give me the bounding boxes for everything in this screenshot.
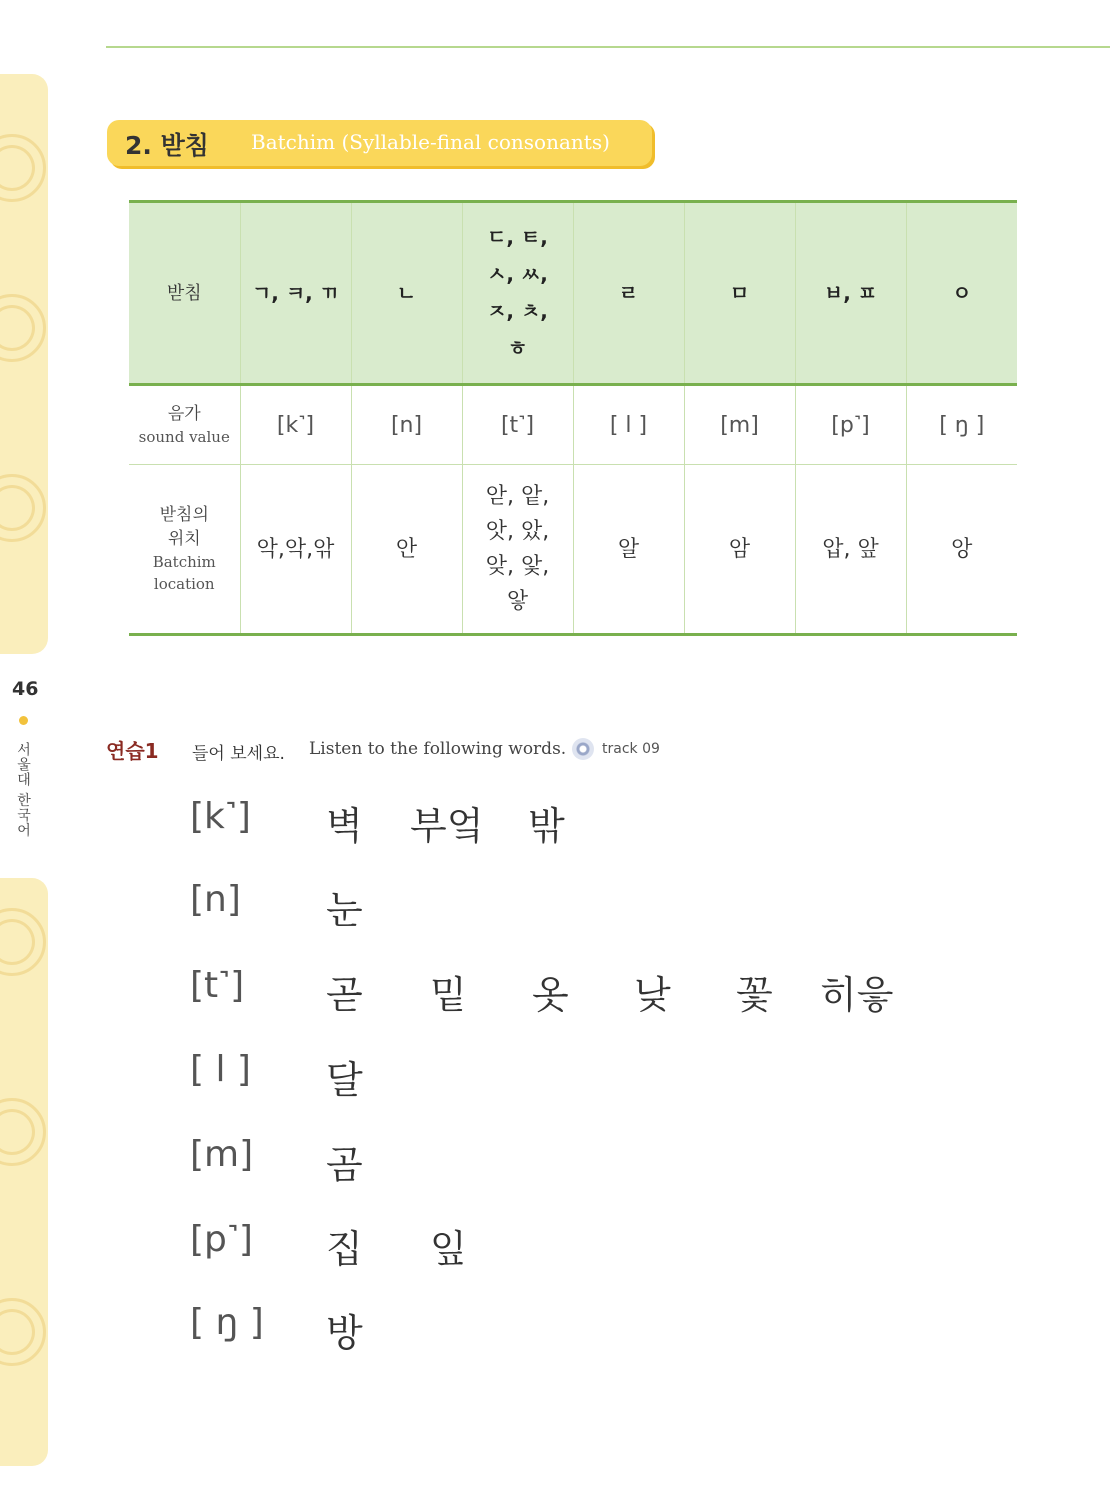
location-cell: 악,악,앆: [240, 465, 351, 635]
audio-track-label[interactable]: track 09: [602, 741, 660, 757]
header-cell: ㄹ: [573, 202, 684, 385]
practice-word: 밖: [528, 804, 565, 848]
decorative-side-band-lower: [0, 878, 48, 1466]
practice-word: 낮: [634, 973, 671, 1017]
location-cell: 압, 앞: [795, 465, 906, 635]
sound-value-cell: [ ŋ ]: [906, 385, 1017, 465]
section-heading: [107, 120, 652, 166]
header-cell: ㅇ: [906, 202, 1017, 385]
sound-value-row: [129, 385, 1017, 465]
practice-ipa: [ l ]: [190, 1049, 251, 1090]
batchim-table: [129, 200, 1017, 636]
practice-word: 벽: [326, 804, 363, 848]
cloud-swirl-icon: [0, 1298, 46, 1366]
exercise-instruction-ko: 들어 보세요.: [192, 744, 285, 764]
cloud-swirl-icon: [0, 1098, 46, 1166]
header-cell: ㄴ: [351, 202, 462, 385]
location-cell: 앋, 앝, 앗, 았, 앚, 앛, 앟: [462, 465, 573, 635]
location-cell: 암: [684, 465, 795, 635]
page-dot: [19, 716, 28, 725]
practice-ipa: [p˺]: [190, 1219, 253, 1260]
section-title-en: Batchim (Syllable-final consonants): [251, 130, 610, 154]
sound-value-label: 음가 sound value: [129, 385, 240, 465]
batchim-location-label: 받침의 위치 Batchim location: [129, 465, 240, 635]
practice-word: 곧: [326, 973, 363, 1017]
exercise-label: 연습1: [106, 739, 159, 763]
practice-word: 히읗: [820, 973, 894, 1017]
practice-ipa: [ ŋ ]: [190, 1302, 264, 1343]
practice-word: 부엌: [410, 804, 484, 848]
practice-word: 꽃: [736, 973, 773, 1017]
exercise-instruction-en: Listen to the following words.: [309, 739, 567, 759]
header-label: 받침: [129, 202, 240, 385]
practice-ipa: [k˺]: [190, 796, 251, 837]
batchim-location-row: [129, 465, 1017, 635]
cloud-swirl-icon: [0, 294, 46, 362]
cloud-swirl-icon: [0, 134, 46, 202]
practice-word: 잎: [430, 1227, 467, 1271]
practice-ipa: [t˺]: [190, 965, 245, 1006]
header-cell: ㄷ, ㅌ, ㅅ, ㅆ, ㅈ, ㅊ, ㅎ: [462, 202, 573, 385]
header-cell: ㅁ: [684, 202, 795, 385]
running-title: 서울대 한국어: [15, 742, 31, 838]
location-cell: 앙: [906, 465, 1017, 635]
sound-value-cell: [k˺]: [240, 385, 351, 465]
practice-word: 옷: [532, 973, 569, 1017]
audio-cd-icon[interactable]: [572, 738, 594, 760]
sound-value-cell: [ l ]: [573, 385, 684, 465]
practice-word: 집: [326, 1227, 363, 1271]
section-title-ko: 2. 받침: [125, 131, 209, 160]
practice-word: 방: [326, 1311, 363, 1355]
header-cell: ㄱ, ㅋ, ㄲ: [240, 202, 351, 385]
practice-word: 밑: [430, 973, 467, 1017]
sound-value-cell: [m]: [684, 385, 795, 465]
practice-word: 눈: [326, 888, 363, 932]
practice-word: 곰: [326, 1143, 363, 1187]
practice-ipa: [m]: [190, 1134, 254, 1175]
cloud-swirl-icon: [0, 474, 46, 542]
table-header-row: [129, 202, 1017, 385]
practice-ipa: [n]: [190, 879, 241, 920]
header-cell: ㅂ, ㅍ: [795, 202, 906, 385]
cloud-swirl-icon: [0, 908, 46, 976]
top-divider: [106, 46, 1110, 48]
practice-word: 달: [326, 1058, 363, 1102]
page-number: 46: [12, 678, 39, 700]
location-cell: 안: [351, 465, 462, 635]
decorative-side-band-upper: [0, 74, 48, 654]
sound-value-cell: [n]: [351, 385, 462, 465]
sound-value-cell: [p˺]: [795, 385, 906, 465]
location-cell: 알: [573, 465, 684, 635]
sound-value-cell: [t˺]: [462, 385, 573, 465]
